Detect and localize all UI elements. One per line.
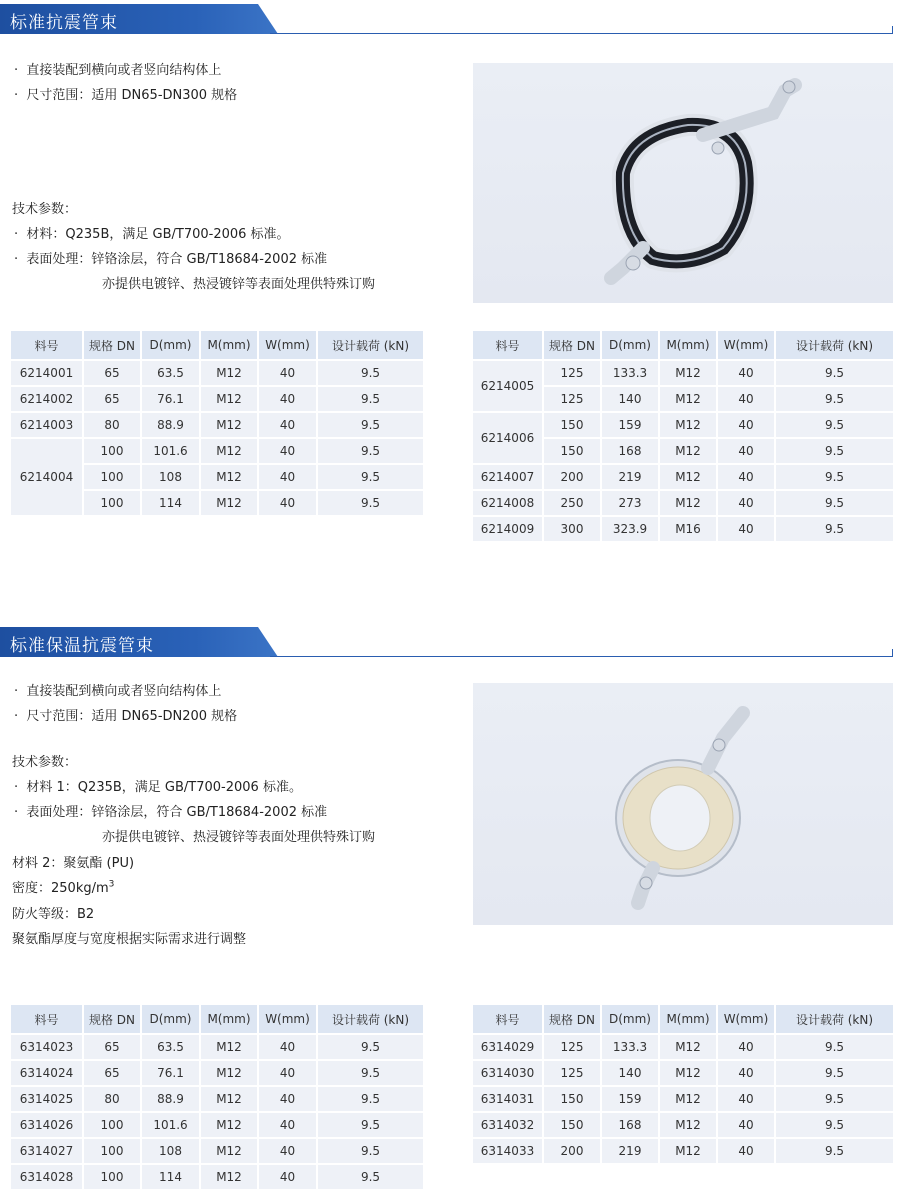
table-cell: 6314032 — [473, 1112, 543, 1138]
table-cell: 40 — [258, 1112, 317, 1138]
table-cell: 133.3 — [601, 1034, 659, 1060]
table-cell: M12 — [200, 1060, 258, 1086]
insulated-clamp-image — [473, 683, 893, 925]
table-cell: 9.5 — [775, 1112, 893, 1138]
table-cell: 200 — [543, 464, 601, 490]
table-cell: 168 — [601, 438, 659, 464]
table-cell: M12 — [200, 1138, 258, 1164]
table-cell: 101.6 — [141, 438, 200, 464]
table-row — [11, 360, 423, 386]
table-cell: 9.5 — [317, 360, 423, 386]
header-cell: 料号 — [473, 331, 543, 360]
table-cell: 40 — [258, 1138, 317, 1164]
table-cell: 65 — [83, 1060, 141, 1086]
spec-table-2b — [473, 1005, 893, 1163]
divider — [270, 33, 893, 34]
table-cell: 140 — [601, 386, 659, 412]
table-cell: M16 — [659, 516, 717, 541]
table-row — [11, 438, 423, 464]
header-cell: 设计载荷 (kN) — [317, 331, 423, 360]
table-cell: 6314026 — [11, 1112, 83, 1138]
table-cell: 9.5 — [775, 1086, 893, 1112]
table-cell: 9.5 — [775, 464, 893, 490]
fire-rating: 防火等级：B2 — [12, 907, 95, 922]
bullet-text: 直接装配到横向或者竖向结构体上 — [26, 684, 222, 699]
table-cell: M12 — [659, 1112, 717, 1138]
table-cell: 40 — [717, 386, 775, 412]
table-row — [11, 1060, 423, 1086]
table-cell: 6214009 — [473, 516, 543, 541]
header-cell: W(mm) — [258, 1005, 317, 1034]
table-cell: 9.5 — [317, 464, 423, 490]
header-cell: D(mm) — [601, 331, 659, 360]
table-cell: 9.5 — [775, 412, 893, 438]
table-row — [11, 1164, 423, 1189]
table-cell: M12 — [200, 438, 258, 464]
tech-line-1: · 材料 1：Q235B，满足 GB/T700-2006 标准。 — [14, 780, 302, 795]
table-cell: M12 — [200, 1086, 258, 1112]
table-cell: 40 — [258, 386, 317, 412]
table-cell: M12 — [200, 386, 258, 412]
tech-text: 材料：Q235B，满足 GB/T700-2006 标准。 — [26, 227, 290, 242]
section-header-1 — [0, 4, 893, 34]
divider-end — [892, 649, 893, 657]
table-cell: 100 — [83, 1138, 141, 1164]
table-cell: 40 — [717, 360, 775, 386]
table-cell: 80 — [83, 412, 141, 438]
table-cell: 9.5 — [317, 1034, 423, 1060]
table-cell: 100 — [83, 490, 141, 515]
table-cell: 40 — [717, 1112, 775, 1138]
table-cell: 9.5 — [317, 1112, 423, 1138]
table-cell: 40 — [258, 490, 317, 515]
table-cell: 9.5 — [317, 412, 423, 438]
header-cell: 规格 DN — [543, 1005, 601, 1034]
table-cell: 9.5 — [317, 386, 423, 412]
table-cell: M12 — [200, 1034, 258, 1060]
table-row — [473, 1034, 893, 1060]
section-title: 标准保温抗震管束 — [10, 636, 154, 656]
table-cell: M12 — [659, 360, 717, 386]
header-cell: W(mm) — [717, 331, 775, 360]
tech-title: 技术参数： — [12, 202, 78, 217]
table-cell: 9.5 — [317, 1164, 423, 1189]
header-cell: 料号 — [11, 1005, 83, 1034]
bullet-2: · 尺寸范围：适用 DN65-DN300 规格 — [14, 88, 238, 103]
table-cell: 40 — [717, 1060, 775, 1086]
table-cell: 40 — [717, 516, 775, 541]
header-cell: 规格 DN — [83, 331, 141, 360]
table-cell: 6314025 — [11, 1086, 83, 1112]
table-cell: M12 — [659, 412, 717, 438]
spec-table-1b — [473, 331, 893, 541]
table-cell: 40 — [717, 490, 775, 516]
table-cell: M12 — [200, 1164, 258, 1189]
product-photo-clamp — [473, 63, 893, 303]
table-row — [11, 1086, 423, 1112]
table-cell: 9.5 — [775, 360, 893, 386]
table-cell: M12 — [200, 412, 258, 438]
table-cell: 219 — [601, 1138, 659, 1163]
table-cell: 101.6 — [141, 1112, 200, 1138]
header-cell: 规格 DN — [83, 1005, 141, 1034]
table-row — [11, 386, 423, 412]
table-cell: 168 — [601, 1112, 659, 1138]
header-cell: 料号 — [473, 1005, 543, 1034]
table-row — [473, 1138, 893, 1163]
header-cell: M(mm) — [200, 331, 258, 360]
table-cell: 6214008 — [473, 490, 543, 516]
table-cell: 9.5 — [317, 1060, 423, 1086]
table-cell: 40 — [717, 438, 775, 464]
table-cell: 40 — [717, 1086, 775, 1112]
table-cell: 100 — [83, 438, 141, 464]
table-cell: M12 — [659, 490, 717, 516]
table-cell: M12 — [659, 438, 717, 464]
table-cell: 6214004 — [11, 438, 83, 515]
table-cell: M12 — [659, 1060, 717, 1086]
table-cell: 6314031 — [473, 1086, 543, 1112]
header-cell: 设计载荷 (kN) — [317, 1005, 423, 1034]
table-cell: 9.5 — [775, 516, 893, 541]
table-cell: M12 — [659, 1086, 717, 1112]
bullet-text: 尺寸范围：适用 DN65-DN300 规格 — [26, 88, 238, 103]
table-cell: 9.5 — [775, 1138, 893, 1163]
table-cell: 40 — [717, 412, 775, 438]
table-row — [473, 412, 893, 438]
table-cell: 40 — [258, 412, 317, 438]
table-cell: 100 — [83, 464, 141, 490]
table-row — [473, 464, 893, 490]
table-cell: M12 — [659, 464, 717, 490]
table-row — [11, 1034, 423, 1060]
table-cell: 125 — [543, 1060, 601, 1086]
table-row — [473, 1112, 893, 1138]
table-cell: 100 — [83, 1164, 141, 1189]
header-cell: 料号 — [11, 331, 83, 360]
table-cell: 6214002 — [11, 386, 83, 412]
table-cell: 159 — [601, 1086, 659, 1112]
table-cell: M12 — [659, 386, 717, 412]
table-cell: 65 — [83, 1034, 141, 1060]
table-row — [11, 412, 423, 438]
table-cell: 40 — [258, 1034, 317, 1060]
table-header-row — [473, 1005, 893, 1034]
table-cell: 9.5 — [775, 1060, 893, 1086]
table-cell: 114 — [141, 1164, 200, 1189]
table-header-row — [11, 331, 423, 360]
table-cell: 40 — [258, 360, 317, 386]
header-cell: M(mm) — [200, 1005, 258, 1034]
table-cell: 300 — [543, 516, 601, 541]
table-cell: 6314029 — [473, 1034, 543, 1060]
material-2: 材料 2：聚氨酯 (PU) — [12, 856, 135, 871]
table-cell: 9.5 — [775, 386, 893, 412]
tech-line-3: 亦提供电镀锌、热浸镀锌等表面处理供特殊订购 — [102, 830, 376, 845]
table-cell: 40 — [258, 464, 317, 490]
table-cell: 6214003 — [11, 412, 83, 438]
header-cell: W(mm) — [717, 1005, 775, 1034]
table-cell: 88.9 — [141, 412, 200, 438]
density-text: 密度：250kg/m — [12, 881, 109, 896]
table-cell: 9.5 — [317, 490, 423, 515]
section-header-2 — [0, 627, 893, 657]
table-cell: 114 — [141, 490, 200, 515]
table-cell: 150 — [543, 1112, 601, 1138]
table-cell: M12 — [200, 490, 258, 515]
table-cell: 65 — [83, 360, 141, 386]
table-cell: 150 — [543, 438, 601, 464]
table-cell: 80 — [83, 1086, 141, 1112]
bullet-1: · 直接装配到横向或者竖向结构体上 — [14, 63, 222, 78]
table-cell: 9.5 — [775, 1034, 893, 1060]
table-cell: 250 — [543, 490, 601, 516]
table-row — [473, 360, 893, 386]
header-cell: 设计载荷 (kN) — [775, 1005, 893, 1034]
bullet-1: · 直接装配到横向或者竖向结构体上 — [14, 684, 222, 699]
table-cell: 150 — [543, 1086, 601, 1112]
header-cell: D(mm) — [141, 331, 200, 360]
header-cell: D(mm) — [601, 1005, 659, 1034]
table-header-row — [473, 331, 893, 360]
table-cell: 9.5 — [317, 1086, 423, 1112]
table-cell: 323.9 — [601, 516, 659, 541]
product-photo-insulated-clamp — [473, 683, 893, 925]
table-cell: 76.1 — [141, 1060, 200, 1086]
tech-line-3: 亦提供电镀锌、热浸镀锌等表面处理供特殊订购 — [102, 277, 376, 292]
table-cell: 9.5 — [775, 490, 893, 516]
density-superscript: 3 — [108, 879, 115, 890]
table-cell: 40 — [258, 1060, 317, 1086]
tech-line-2: · 表面处理：锌铬涂层，符合 GB/T18684-2002 标准 — [14, 252, 328, 267]
table-cell: 6314023 — [11, 1034, 83, 1060]
spec-table-2a — [11, 1005, 423, 1189]
bullet-text: 尺寸范围：适用 DN65-DN200 规格 — [26, 709, 238, 724]
table-cell: 6214005 — [473, 360, 543, 412]
table-cell: 63.5 — [141, 360, 200, 386]
header-cell: M(mm) — [659, 331, 717, 360]
table-cell: 40 — [258, 438, 317, 464]
thickness-note: 聚氨酯厚度与宽度根据实际需求进行调整 — [12, 932, 247, 947]
table-cell: 40 — [258, 1164, 317, 1189]
density — [12, 877, 114, 896]
table-cell: 65 — [83, 386, 141, 412]
table-cell: 88.9 — [141, 1086, 200, 1112]
table-cell: 133.3 — [601, 360, 659, 386]
table-cell: 6214007 — [473, 464, 543, 490]
spec-table-1a — [11, 331, 423, 515]
table-cell: M12 — [200, 360, 258, 386]
header-cell: W(mm) — [258, 331, 317, 360]
table-cell: 200 — [543, 1138, 601, 1163]
table-cell: 40 — [258, 1086, 317, 1112]
table-row — [473, 516, 893, 541]
table-cell: 273 — [601, 490, 659, 516]
tech-line-1: · 材料：Q235B，满足 GB/T700-2006 标准。 — [14, 227, 290, 242]
table-cell: 159 — [601, 412, 659, 438]
table-cell: M12 — [200, 1112, 258, 1138]
table-cell: 76.1 — [141, 386, 200, 412]
table-cell: 9.5 — [775, 438, 893, 464]
divider-end — [892, 26, 893, 34]
table-cell: 100 — [83, 1112, 141, 1138]
table-cell: 125 — [543, 360, 601, 386]
tech-text: 材料 1：Q235B，满足 GB/T700-2006 标准。 — [26, 780, 302, 795]
table-row — [11, 1112, 423, 1138]
table-cell: 219 — [601, 464, 659, 490]
table-row — [473, 1086, 893, 1112]
table-cell: 150 — [543, 412, 601, 438]
table-cell: 9.5 — [317, 1138, 423, 1164]
header-cell: 设计载荷 (kN) — [775, 331, 893, 360]
table-cell: M12 — [659, 1138, 717, 1163]
divider — [270, 656, 893, 657]
tech-text: 表面处理：锌铬涂层，符合 GB/T18684-2002 标准 — [26, 805, 328, 820]
table-cell: 6314030 — [473, 1060, 543, 1086]
table-row — [473, 1060, 893, 1086]
table-header-row — [11, 1005, 423, 1034]
table-cell: 40 — [717, 464, 775, 490]
table-cell: 108 — [141, 464, 200, 490]
table-cell: 63.5 — [141, 1034, 200, 1060]
table-cell: 6314028 — [11, 1164, 83, 1189]
table-cell: 108 — [141, 1138, 200, 1164]
table-cell: 40 — [717, 1138, 775, 1163]
section-title: 标准抗震管束 — [10, 13, 118, 33]
table-cell: 6314027 — [11, 1138, 83, 1164]
bullet-2: · 尺寸范围：适用 DN65-DN200 规格 — [14, 709, 238, 724]
table-cell: 6314033 — [473, 1138, 543, 1163]
tech-line-2: · 表面处理：锌铬涂层，符合 GB/T18684-2002 标准 — [14, 805, 328, 820]
header-cell: D(mm) — [141, 1005, 200, 1034]
table-row — [11, 1138, 423, 1164]
table-cell: 40 — [717, 1034, 775, 1060]
table-cell: 125 — [543, 1034, 601, 1060]
table-cell: 6314024 — [11, 1060, 83, 1086]
table-cell: M12 — [659, 1034, 717, 1060]
table-cell: 9.5 — [317, 438, 423, 464]
table-cell: 6214001 — [11, 360, 83, 386]
table-cell: 6214006 — [473, 412, 543, 464]
header-cell: 规格 DN — [543, 331, 601, 360]
table-row — [473, 490, 893, 516]
table-cell: 140 — [601, 1060, 659, 1086]
pipe-clamp-image — [473, 63, 893, 303]
tech-text: 表面处理：锌铬涂层，符合 GB/T18684-2002 标准 — [26, 252, 328, 267]
table-cell: 125 — [543, 386, 601, 412]
bullet-text: 直接装配到横向或者竖向结构体上 — [26, 63, 222, 78]
header-cell: M(mm) — [659, 1005, 717, 1034]
table-cell: M12 — [200, 464, 258, 490]
tech-title: 技术参数： — [12, 755, 78, 770]
